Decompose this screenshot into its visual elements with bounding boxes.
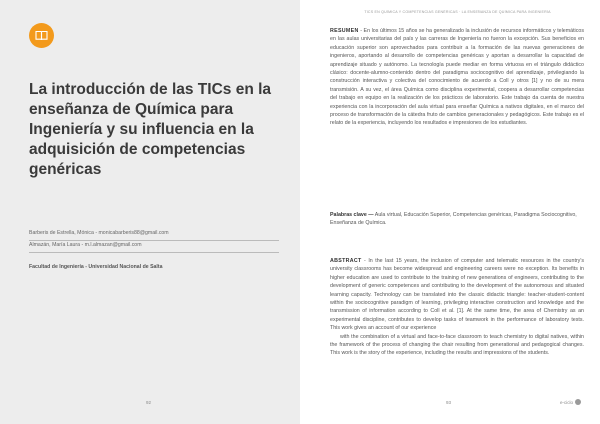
resumen-heading: RESUMEN [330,28,359,34]
publisher-mark [560,399,581,405]
abstract-text: - In the last 15 years, the inclusion of computer and telematic resources in the country's university classrooms has become widespread and engineering careers were no exception. Its benefits in higher education are used to contribute to the training of new generations of engineers, contributing to the development of generic competences and contributing to the development of the autonomous and situated learning capacity. Technology can be translated into the classic didactic triangle: teacher-student-content within the sociocognitive paradigm of learning, privileging interactive construction and knowledge and the transmission of information according to Coll et al. [1]. At the same time, the area of Chemistry as an experimental discipline, contributes to develop tasks of teamwork in the performance of laboratory tests. This work gives an account of our experience [330,258,584,332]
right-page [300,0,600,424]
article-title: La introducción de las TICs en la enseñanza de Química para Ingeniería y su influencia en la adquisición de competencias genéricas [29,81,272,178]
abstract-heading: ABSTRACT [330,258,362,264]
running-head: TICS EN QUÍMICA Y COMPETENCIAS GENÉRICAS · LA ENSEÑANZA DE QUÍMICA PARA INGENIERÍA [364,10,551,14]
author-list [29,229,279,253]
chapter-badge [29,23,54,48]
page-number: 93 [446,400,452,405]
keywords-text: Aula virtual, Educación Superior, Competencias genéricas, Paradigma Sociocognitivo, Enseñanza de Química. [330,212,577,227]
faculty-affiliation: Facultad de Ingeniería - Universidad Nacional de Salta [29,264,163,270]
abstract-block [330,257,584,358]
abstract-continuation: with the combination of a virtual and face-to-face classroom to teach chemistry to digital natives, within the framework of the process of changing the chair resulting from generational and pedagogical changes. This work is the story of the experience, including the results and impressions of the students. [330,333,584,357]
book-icon [35,30,48,41]
keywords-block [330,211,584,228]
resumen-text: - En los últimos 15 años se ha generalizado la inclusión de recursos informáticos y telemáticos en las aulas universitarias del país y las carreras de Ingeniería no fueron la excepción. Sus beneficios en educación superior son aprovechados para contribuir a la formación de las nuevas generaciones de ingenieros, aportando al desarrollo de competencias genéricas y aportan a desarrollar la capacidad de aprendizaje situado y autónomo. La tecnología puede mediar en forma virtuosa en el triángulo didáctico clásico: docente-alumno-contenido dentro del paradigma sociocognitivo del aprendizaje, privilegiando la construcción interactiva y colectiva del conocimiento de acuerdo a Coll y otros [1] y no de su mera transmisión. A su vez, el área Química como disciplina experimental, coopera a desarrollar competencias del trabajo en equipo en la realización de los prácticos de laboratorio. Este trabajo da cuenta de nuestra experiencia con la incorporación del aula virtual para enseñar Química a nativos digitales, en el marco del proceso de transformación de la cátedra fruto de cambios generacionales y pedagógicos. Este trabajo es el relato de la experiencia, incluyendo los resultados e impresiones de los estudiantes. [330,28,584,127]
circle-logo-icon [575,399,581,405]
keywords-label: Palabras clave — [330,212,374,218]
publisher-name: e-ciclo [560,399,574,405]
page-number: 92 [146,400,152,405]
author-line: Almazán, María Laura - m.l.almazan@gmail.com [29,241,279,253]
author-line: Barberis de Estrella, Mónica - monicabarberis88@gmail.com [29,229,279,241]
resumen-block [330,27,584,128]
